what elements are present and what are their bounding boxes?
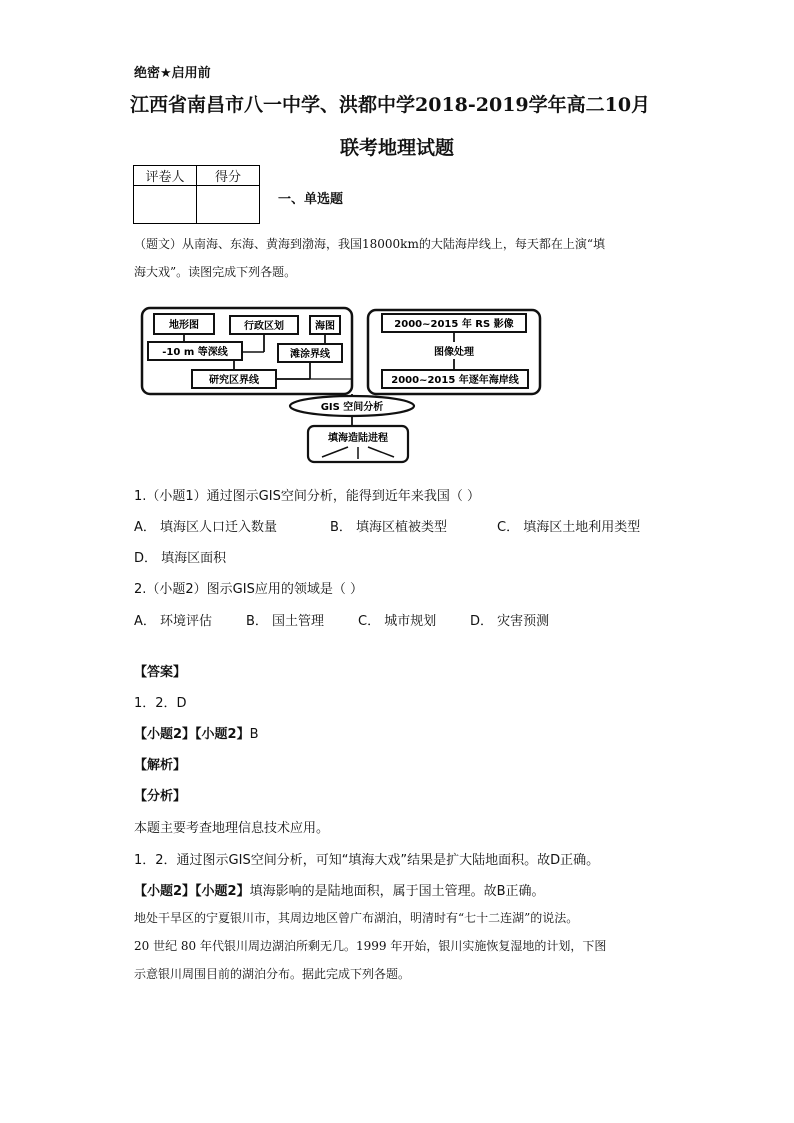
rs-image-label: 2000~2015 年 RS 影像 (394, 319, 514, 330)
next-intro-line-2: 20 世纪 80 年代银川周边湖泊所剩无几。1999 年开始，银川实施恢复湿地的计划，下图 (134, 939, 607, 953)
score-table (133, 165, 260, 224)
reclamation-process-label: 填海造陆进程 (328, 433, 388, 444)
question-1-option-b[interactable]: B． 填海区植被类型 (330, 520, 448, 535)
fenxi-heading: 【分析】 (134, 789, 187, 804)
question-1-option-c[interactable]: C． 填海区土地利用类型 (497, 520, 641, 535)
intro-paragraph (134, 230, 674, 286)
admin-division-label: 行政区划 (244, 321, 284, 332)
answer-heading: 【答案】 (134, 665, 187, 680)
question-1-option-d[interactable]: D． 填海区面积 (134, 551, 227, 566)
gis-flow-diagram (130, 302, 550, 470)
tidal-flat-label: 滩涂界线 (290, 349, 330, 360)
question-1-option-a[interactable]: A． 填海区人口迁入数量 (134, 520, 278, 535)
explanation-2-tag: 【小题2】【小题2】 (134, 884, 250, 899)
analysis-heading: 【解析】 (134, 758, 187, 773)
explanation-2-text: 填海影响的是陆地面积，属于国土管理。故B正确。 (249, 884, 545, 899)
answer-line-2-value: B (249, 727, 259, 742)
section-title: 一、单选题 (278, 192, 344, 207)
isobath-label: -10 m 等深线 (162, 347, 228, 358)
exam-title-line1: 江西省南昌市八一中学、洪都中学2018-2019学年高二10月 (130, 94, 651, 116)
question-2-stem: 2.（小题2）图示GIS应用的领域是（ ） (134, 582, 363, 597)
question-2-option-b[interactable]: B． 国土管理 (246, 614, 325, 629)
explanation-1: 1．2．通过图示GIS空间分析，可知“填海大戏”结果是扩大陆地面积。故D正确。 (134, 853, 600, 868)
question-2-option-a[interactable]: A． 环境评估 (134, 614, 213, 629)
terrain-map-label: 地形图 (169, 320, 199, 331)
score-header: 得分 (197, 166, 260, 186)
intro-line-1: （题文）从南海、东海、黄海到渤海，我国18000km的大陆海岸线上，每天都在上演“填 (134, 237, 605, 251)
intro-line-2: 海大戏”。读图完成下列各题。 (134, 265, 297, 279)
question-2-option-d[interactable]: D． 灾害预测 (470, 614, 550, 629)
gis-analysis-label: GIS 空间分析 (320, 402, 384, 413)
coastline-label: 2000~2015 年逐年海岸线 (391, 375, 519, 386)
score-cell[interactable] (197, 186, 260, 224)
exam-title-line2: 联考地理试题 (339, 137, 454, 159)
explanation-2 (134, 880, 545, 899)
grader-header: 评卷人 (134, 166, 197, 186)
next-intro-line-3: 示意银川周围目前的湖泊分布。据此完成下列各题。 (134, 967, 411, 981)
fenxi-text: 本题主要考查地理信息技术应用。 (134, 821, 330, 836)
question-1-stem: 1.（小题1）通过图示GIS空间分析，能得到近年来我国（ ） (134, 489, 480, 504)
study-area-label: 研究区界线 (209, 375, 259, 386)
next-intro-line-1: 地处干旱区的宁夏银川市，其周边地区曾广布湖泊，明清时有“七十二连湖”的说法。 (134, 911, 579, 925)
image-processing-label: 图像处理 (434, 347, 474, 358)
confidential-mark: 绝密★启用前 (134, 66, 211, 81)
sea-chart-label: 海图 (315, 321, 335, 332)
next-intro-paragraph (134, 904, 674, 988)
answer-line-2 (134, 723, 259, 742)
answer-line-2-tag: 【小题2】【小题2】 (134, 727, 250, 742)
question-2-option-c[interactable]: C． 城市规划 (358, 614, 437, 629)
answer-line-1: 1．2．D (134, 696, 187, 711)
grader-cell[interactable] (134, 186, 197, 224)
